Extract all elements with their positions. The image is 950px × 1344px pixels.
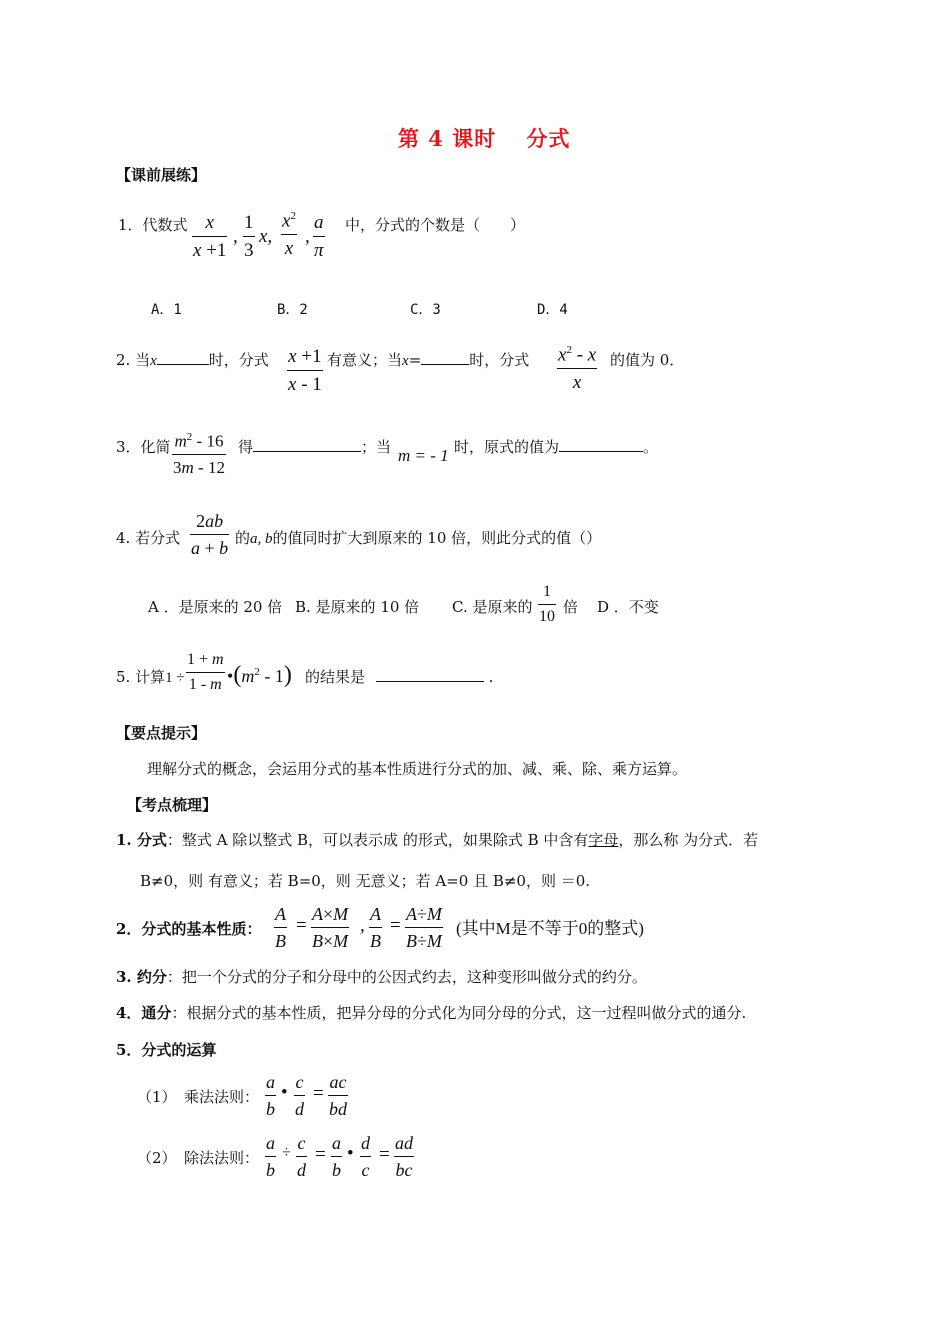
q1-comma: , xyxy=(233,226,238,247)
div-frac-a-b: $\frac{a}{b}$ xyxy=(266,1133,275,1180)
review-item-4: 4．通分：根据分式的基本性质，把异分母的分式化为同分母的分式，这一过程叫做分式的通分. xyxy=(116,1004,747,1022)
section-heading-tips: 【要点提示】 xyxy=(116,724,207,742)
section-heading-pre: 【课前展练】 xyxy=(116,166,207,184)
q4-option-c: C. 是原来的 xyxy=(452,598,533,616)
q1-expr-2-var: x, xyxy=(259,226,273,247)
mult-frac-c-d: $\frac{c}{d}$ xyxy=(295,1072,304,1119)
q4-frac: $\frac{2ab}{a + b}$ xyxy=(191,511,229,558)
q2-frac-1: $\frac{x +1}{x - 1}$ xyxy=(288,346,322,395)
rule-multiply-label: （1） 乘法法则： xyxy=(137,1088,260,1106)
rule-divide-label: （2） 除法法则： xyxy=(137,1149,260,1167)
property-frac-a-b-2: $\frac{A}{B}$ xyxy=(370,904,381,951)
q1-comma: , xyxy=(305,226,310,247)
page-title: 第 4 课时 分式 xyxy=(398,126,571,151)
dot-operator: • xyxy=(347,1143,354,1164)
equals-sign: = xyxy=(296,915,307,936)
mult-frac-a-b: $\frac{a}{b}$ xyxy=(266,1072,275,1119)
section-heading-review: 【考点梳理】 xyxy=(127,796,218,814)
q1-option-a: A．1 xyxy=(151,302,182,318)
divide-operator: ÷ xyxy=(282,1144,291,1161)
q1-prefix: 1．代数式 xyxy=(118,216,188,234)
mult-frac-result: $\frac{ac}{bd}$ xyxy=(329,1072,347,1119)
q1-option-c: C．3 xyxy=(410,302,441,318)
div-frac-c-d: $\frac{c}{d}$ xyxy=(297,1133,306,1180)
tips-text: 理解分式的概念，会运用分式的基本性质进行分式的加、减、乘、除、乘方运算。 xyxy=(147,760,688,778)
q3-text: 得 ；当 xyxy=(238,438,392,456)
q2-frac-2: $\frac{x^2 - x}{x}$ xyxy=(558,344,597,394)
q5-expr-tail: $•(m^2 - 1)$ xyxy=(227,662,292,688)
q1-option-b: B．2 xyxy=(277,302,308,318)
property-note: (其中M是不等于0的整式) xyxy=(456,919,644,938)
review-item-5: 5．分式的运算 xyxy=(116,1041,217,1059)
q4-option-c-end: 倍 xyxy=(563,598,579,616)
div-frac-a-b-2: $\frac{a}{b}$ xyxy=(332,1133,341,1180)
div-frac-d-c: $\frac{d}{c}$ xyxy=(361,1133,370,1180)
equals-sign: = xyxy=(313,1083,324,1104)
comma: , xyxy=(360,915,365,936)
q4-text: 的a, b的值同时扩大到原来的 10 倍，则此分式的值（） xyxy=(235,529,602,547)
q1-expr-2: $\frac{1}{3}$ xyxy=(244,212,254,261)
q3-condition: m = - 1 xyxy=(398,446,449,465)
q3-frac: $\frac{m^2 - 16}{3m - 12}$ xyxy=(173,431,225,477)
property-frac-a-b: $\frac{A}{B}$ xyxy=(275,904,286,951)
q1-expr-4: $\frac{a}{\pi}$ xyxy=(314,212,324,261)
q4-option-b: B. 是原来的 10 倍 xyxy=(295,598,420,616)
q4-option-d: D ．不变 xyxy=(597,598,659,616)
q3-text-2: 时，原式的值为 。 xyxy=(454,438,659,456)
q2-text: 2. 当x 时，分式 xyxy=(116,351,269,369)
dot-operator: • xyxy=(281,1082,288,1103)
review-item-3: 3. 约分：把一个分式的分子和分母中的公因式约去，这种变形叫做分式的约分。 xyxy=(116,968,647,986)
q1-expr-1: $\frac{x}{x +1}$ xyxy=(193,212,227,261)
q4-option-a: A ．是原来的 20 倍 xyxy=(148,598,283,616)
q2-suffix: 的值为 0． xyxy=(610,351,685,369)
q1-expr-3: $\frac{x^2}{x}$ xyxy=(282,210,296,260)
property-frac-mult: $\frac{A\times M}{B\times M}$ xyxy=(312,904,349,951)
review-item-2-label: 2．分式的基本性质： xyxy=(116,920,262,938)
equals-sign: = xyxy=(315,1144,326,1165)
q4-prefix: 4. 若分式 xyxy=(116,529,181,547)
equals-sign: = xyxy=(379,1144,390,1165)
q5-text: 的结果是 . xyxy=(305,668,494,686)
q1-suffix: 中，分式的个数是（ ） xyxy=(345,216,526,234)
property-frac-div: $\frac{A\div M}{B\div M}$ xyxy=(406,904,442,951)
equals-sign: = xyxy=(390,915,401,936)
review-item-1-cont: B≠0，则 有意义；若 B=0，则 无意义；若 A=0 且 B≠0，则 ＝0. xyxy=(140,872,591,890)
q1-option-d: D．4 xyxy=(537,302,568,318)
div-frac-result: $\frac{ad}{bc}$ xyxy=(395,1133,413,1180)
q3-prefix: 3．化简 xyxy=(116,438,171,456)
review-item-1: 1. 分式：整式 A 除以整式 B，可以表示成 的形式，如果除式 B 中含有字母，那么称 为分式．若 xyxy=(116,831,759,849)
q5-frac: $\frac{1 + m}{1 - m}$ xyxy=(187,651,224,693)
q5-prefix: 5. 计算1 ÷ xyxy=(116,668,185,686)
q4-option-c-frac: $\frac{1}{10}$ xyxy=(539,583,555,625)
q2-text-2: 有意义；当x= 时，分式 xyxy=(327,351,530,369)
